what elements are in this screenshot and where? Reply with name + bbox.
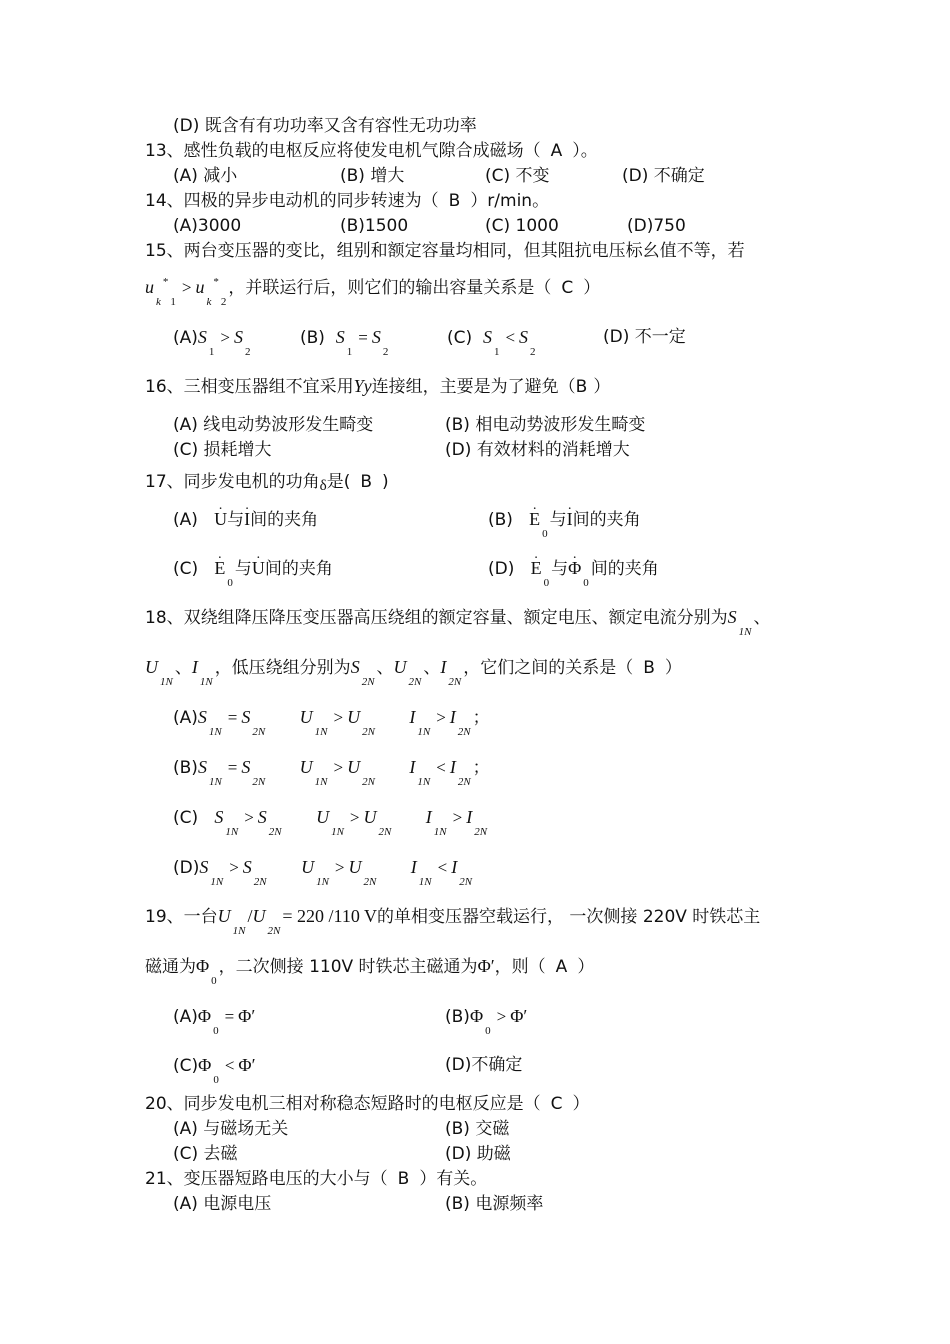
q15-option-c: (C) $S_1< S_2$	[447, 327, 536, 358]
q18-answer: B	[643, 658, 655, 678]
q19-stem: 19、一台$U_{1N}/U_{2N}= 220$ /110 V的单相变压器空载运行， 一次侧接 220V 时铁芯主	[145, 906, 761, 937]
q15-option-a: $(A)S_1> S_2$	[173, 327, 251, 358]
q14-stem: 14、四极的异步电动机的同步转速为（ B ）r/min。	[145, 191, 550, 211]
q15-stem: 15、两台变压器的变比，组别和额定容量均相同，但其阻抗电压标幺值不等，若	[145, 241, 745, 261]
q18-option-d: $(D)S_{1N}> S_{2N}$ $U_{1N}> U_{2N}$ $I_{1N}< I_{2N}$	[173, 857, 473, 888]
q13-option-d: (D) 不确定	[622, 166, 705, 186]
q14-option-c: (C) 1000	[485, 216, 559, 236]
q14-answer: B	[448, 191, 461, 211]
q18-stem-line2: $U_{1N}$、$I_{1N}$，低压绕组分别为$S_{2N}$、$U_{2N}$、$I_{2N}$，它们之间的关系是（ B ）	[145, 657, 682, 688]
q17-answer: B	[360, 472, 373, 492]
q16-option-d: (D) 有效材料的消耗增大	[445, 440, 630, 460]
q16-answer: B	[575, 377, 588, 397]
q15-answer: C	[561, 278, 574, 298]
q21-answer: B	[397, 1169, 410, 1189]
q15-option-d: (D) 不一定	[603, 327, 686, 347]
q21-option-a: (A) 电源电压	[173, 1194, 272, 1214]
q13-answer: A	[550, 141, 563, 161]
q17-option-b: $(B) \cdot E_0$与· I间的夹角	[488, 508, 641, 533]
q18-option-a: $(A)S_{1N}= S_{2N}$ $U_{1N}> U_{2N}$ $I_{1N}> I_{2N}$；	[173, 707, 490, 738]
q18-stem: 18、双绕组降压降压变压器高压绕组的额定容量、额定电压、额定电流分别为$S_{1N}$、	[145, 607, 771, 638]
q13-option-c: (C) 不变	[485, 166, 550, 186]
q18-option-c: (C) $S_{1N}> S_{2N}$ $U_{1N}> U_{2N}$ $I_{1N}> I_{2N}$	[173, 807, 488, 838]
q17-option-d: $(D) \cdot E_0$与· $\Phi_0$间的夹角	[488, 557, 659, 582]
q17-stem: 17、同步发电机的功角δ是( B )	[145, 472, 389, 494]
q15-option-b: (B) $S_1= S_2$	[300, 327, 389, 358]
q14-option-a: (A)3000	[173, 216, 242, 236]
q21-stem: 21、变压器短路电压的大小与（ B ）有关。	[145, 1169, 488, 1189]
q12-option-d: (D) 既含有有功功率又含有容性无功功率	[173, 116, 477, 136]
q20-answer: C	[550, 1094, 563, 1114]
q20-stem: 20、同步发电机三相对称稳态短路时的电枢反应是（ C ）	[145, 1094, 590, 1114]
q16-option-a: (A) 线电动势波形发生畸变	[173, 415, 374, 435]
q17-option-c: $(C) \cdot E_0$与· U间的夹角	[173, 557, 333, 582]
q19-option-b: $(B)\Phi_0> \Phi'$	[445, 1006, 528, 1037]
q19-option-a: $(A)\Phi_0= \Phi'$	[173, 1006, 256, 1037]
q17-option-a: (A) · U与· I间的夹角	[173, 508, 318, 531]
q20-option-d: (D) 助磁	[445, 1144, 511, 1164]
q21-option-b: (B) 电源频率	[445, 1194, 544, 1214]
q16-option-c: (C) 损耗增大	[173, 440, 272, 460]
q14-option-b: (B)1500	[340, 216, 409, 236]
q15-condition: $u_k^*_1> u_k^*_2$，并联运行后，则它们的输出容量关系是（ C ）	[145, 276, 601, 308]
q20-option-b: (B) 交磁	[445, 1119, 510, 1139]
q16-stem: 16、三相变压器组不宜采用Yy连接组，主要是为了避免（B ）	[145, 376, 611, 397]
q20-option-a: (A) 与磁场无关	[173, 1119, 289, 1139]
q14-option-d: (D)750	[627, 216, 686, 236]
q19-stem-line2: 磁通为$\Phi_0$，二次侧接 110V 时铁芯主磁通为Φ′，则（ A ）	[145, 956, 595, 987]
q18-option-b: $(B)S_{1N}= S_{2N}$ $U_{1N}> U_{2N}$ $I_{1N}< I_{2N}$；	[173, 757, 490, 788]
q13-stem: 13、感性负载的电枢反应将使发电机气隙合成磁场（ A ）。	[145, 141, 598, 161]
q19-option-c: $(C)\Phi_0< \Phi'$	[173, 1055, 256, 1086]
q13-option-a: (A) 减小	[173, 166, 238, 186]
q16-option-b: (B) 相电动势波形发生畸变	[445, 415, 646, 435]
q20-option-c: (C) 去磁	[173, 1144, 238, 1164]
q19-option-d: (D)不确定	[445, 1055, 523, 1075]
q13-option-b: (B) 增大	[340, 166, 405, 186]
q19-answer: A	[555, 957, 568, 977]
